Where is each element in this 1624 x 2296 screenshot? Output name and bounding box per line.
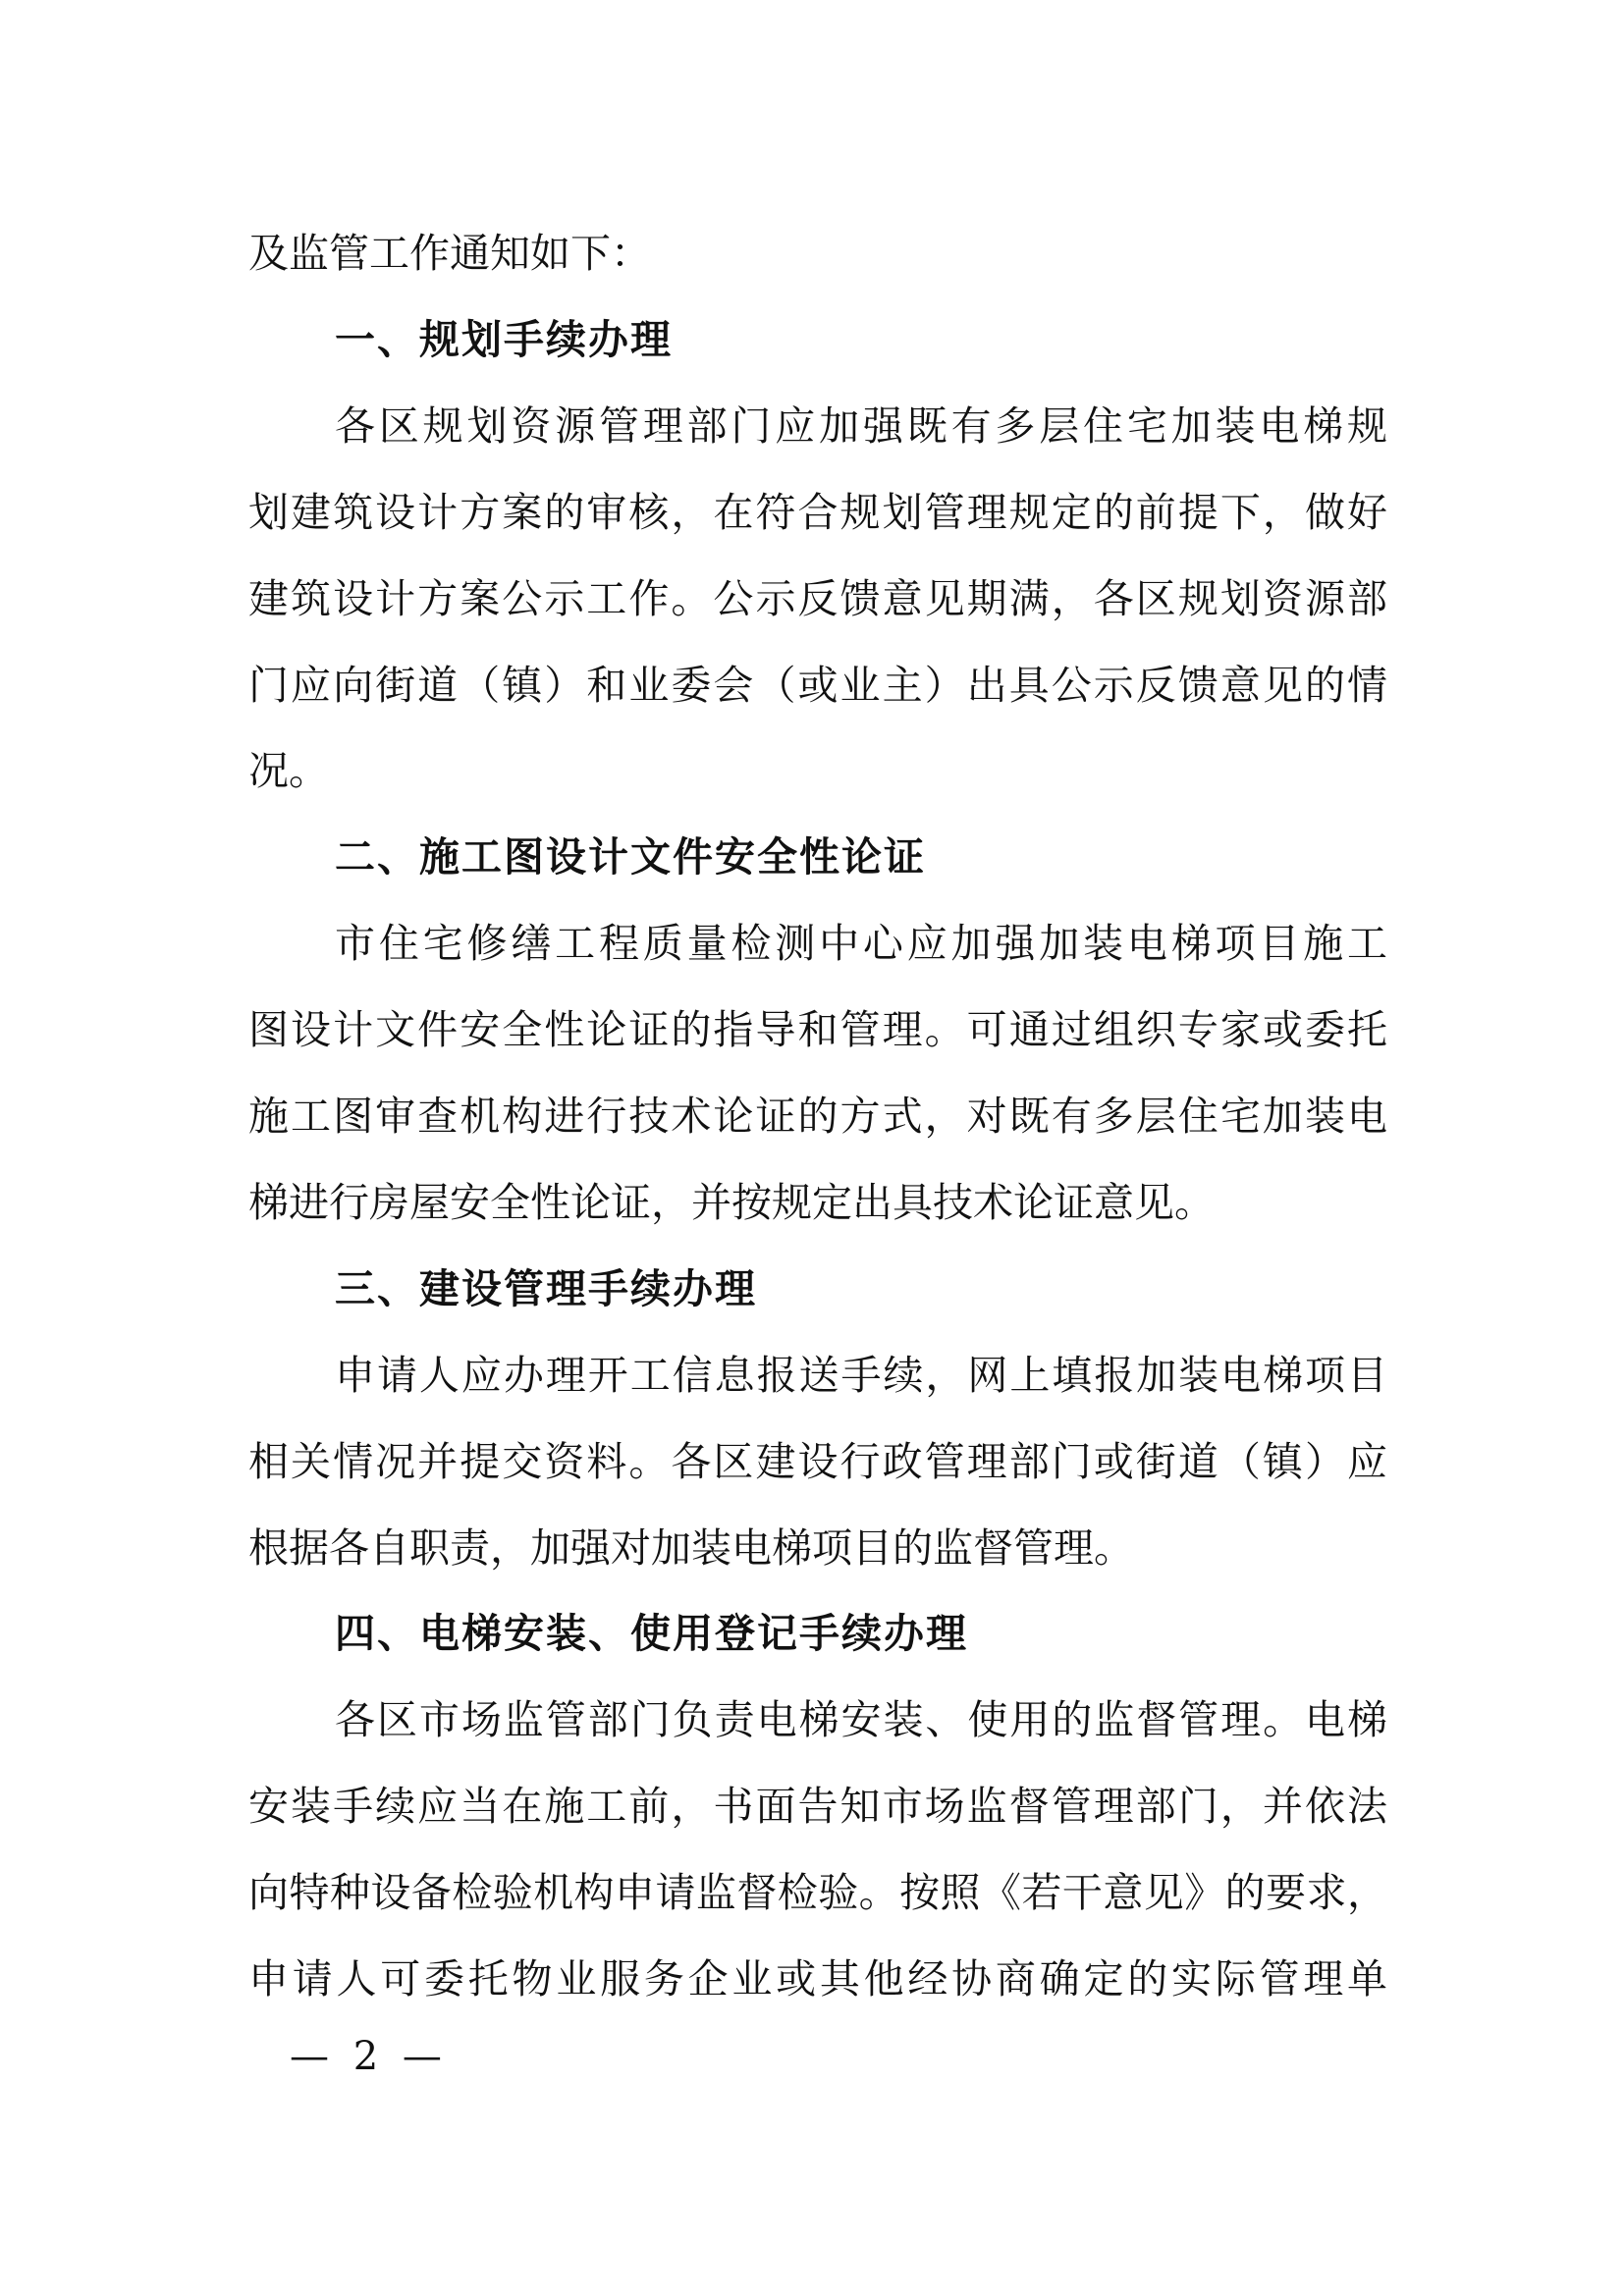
body-text-line: 建筑设计方案公示工作。公示反馈意见期满，各区规划资源部 — [248, 575, 1387, 622]
body-text-line: 相关情况并提交资料。各区建设行政管理部门或街道（镇）应 — [248, 1438, 1387, 1485]
body-text-line: 申请人可委托物业服务企业或其他经协商确定的实际管理单 — [248, 1955, 1387, 2002]
body-text-line: 梯进行房屋安全性论证，并按规定出具技术论证意见。 — [248, 1179, 1215, 1226]
body-text-line: 向特种设备检验机构申请监督检验。按照《若干意见》的要求， — [248, 1869, 1387, 1916]
body-text-line: 施工图审查机构进行技术论证的方式，对既有多层住宅加装电 — [248, 1093, 1387, 1140]
body-text-line: 各区规划资源管理部门应加强既有多层住宅加装电梯规 — [335, 402, 1387, 450]
body-text-line: 安装手续应当在施工前，书面告知市场监督管理部门，并依法 — [248, 1783, 1387, 1830]
section-heading-1: 一、规划手续办理 — [335, 316, 673, 363]
body-text-line: 市住宅修缮工程质量检测中心应加强加装电梯项目施工 — [335, 920, 1387, 967]
body-text-line: 及监管工作通知如下： — [248, 230, 651, 277]
body-text-line: 图设计文件安全性论证的指导和管理。可通过组织专家或委托 — [248, 1006, 1387, 1053]
section-heading-3: 三、建设管理手续办理 — [335, 1265, 757, 1312]
section-heading-4: 四、电梯安装、使用登记手续办理 — [335, 1610, 968, 1657]
body-text-line: 划建筑设计方案的审核，在符合规划管理规定的前提下，做好 — [248, 489, 1387, 536]
body-text-line: 各区市场监管部门负责电梯安装、使用的监督管理。电梯 — [335, 1696, 1387, 1743]
body-text-line: 申请人应办理开工信息报送手续，网上填报加装电梯项目 — [335, 1352, 1387, 1399]
body-text-line: 门应向街道（镇）和业委会（或业主）出具公示反馈意见的情 — [248, 662, 1387, 709]
body-text-line: 根据各自职责，加强对加装电梯项目的监督管理。 — [248, 1524, 1134, 1572]
section-heading-2: 二、施工图设计文件安全性论证 — [335, 833, 926, 881]
page-number: — 2 — — [290, 2034, 448, 2079]
body-text-line: 况。 — [248, 747, 329, 794]
